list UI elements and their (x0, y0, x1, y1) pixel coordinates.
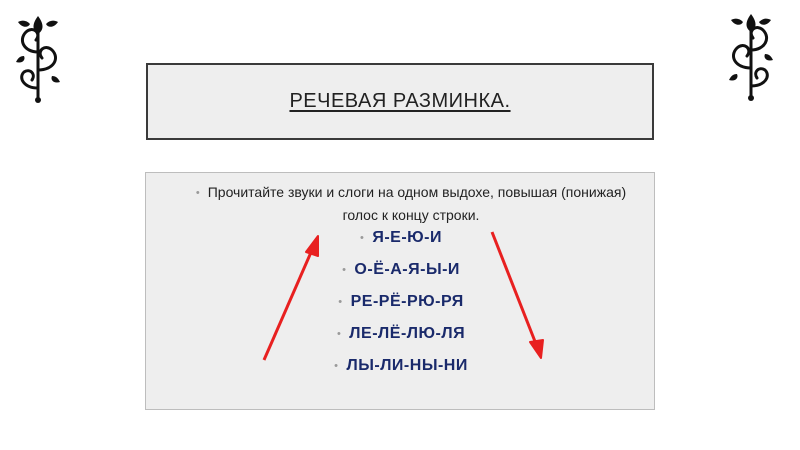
bullet-icon: • (195, 187, 200, 199)
syllable-row (146, 222, 656, 254)
syllable-row-text: ЛЕ-ЛЁ-ЛЮ-ЛЯ (349, 325, 466, 342)
instruction-text-block (186, 181, 636, 226)
bullet-icon: • (342, 264, 347, 276)
floral-ornament-right-icon (723, 10, 779, 102)
syllable-row-text: О-Ё-А-Я-Ы-И (354, 261, 460, 278)
bullet-icon: • (359, 232, 365, 244)
syllable-row-text: РЕ-РЁ-РЮ-РЯ (350, 293, 464, 310)
syllable-list (146, 222, 656, 382)
floral-ornament-left-icon (10, 12, 66, 104)
syllable-row-text: Я-Е-Ю-И (372, 229, 442, 246)
syllable-row (146, 350, 656, 382)
bullet-icon: • (334, 360, 339, 372)
syllable-row (146, 318, 656, 350)
content-box (145, 172, 655, 410)
instruction-text: Прочитайте звуки и слоги на одном выдохе, повышая (понижая) голос к концу строки. (207, 184, 627, 223)
bullet-icon: • (336, 328, 342, 340)
syllable-row-text: ЛЫ-ЛИ-НЫ-НИ (346, 357, 468, 374)
title-box (146, 63, 654, 140)
bullet-icon: • (338, 296, 343, 308)
slide-title: РЕЧЕВАЯ РАЗМИНКА. (289, 90, 511, 112)
syllable-row (146, 286, 656, 318)
syllable-row (146, 254, 656, 286)
